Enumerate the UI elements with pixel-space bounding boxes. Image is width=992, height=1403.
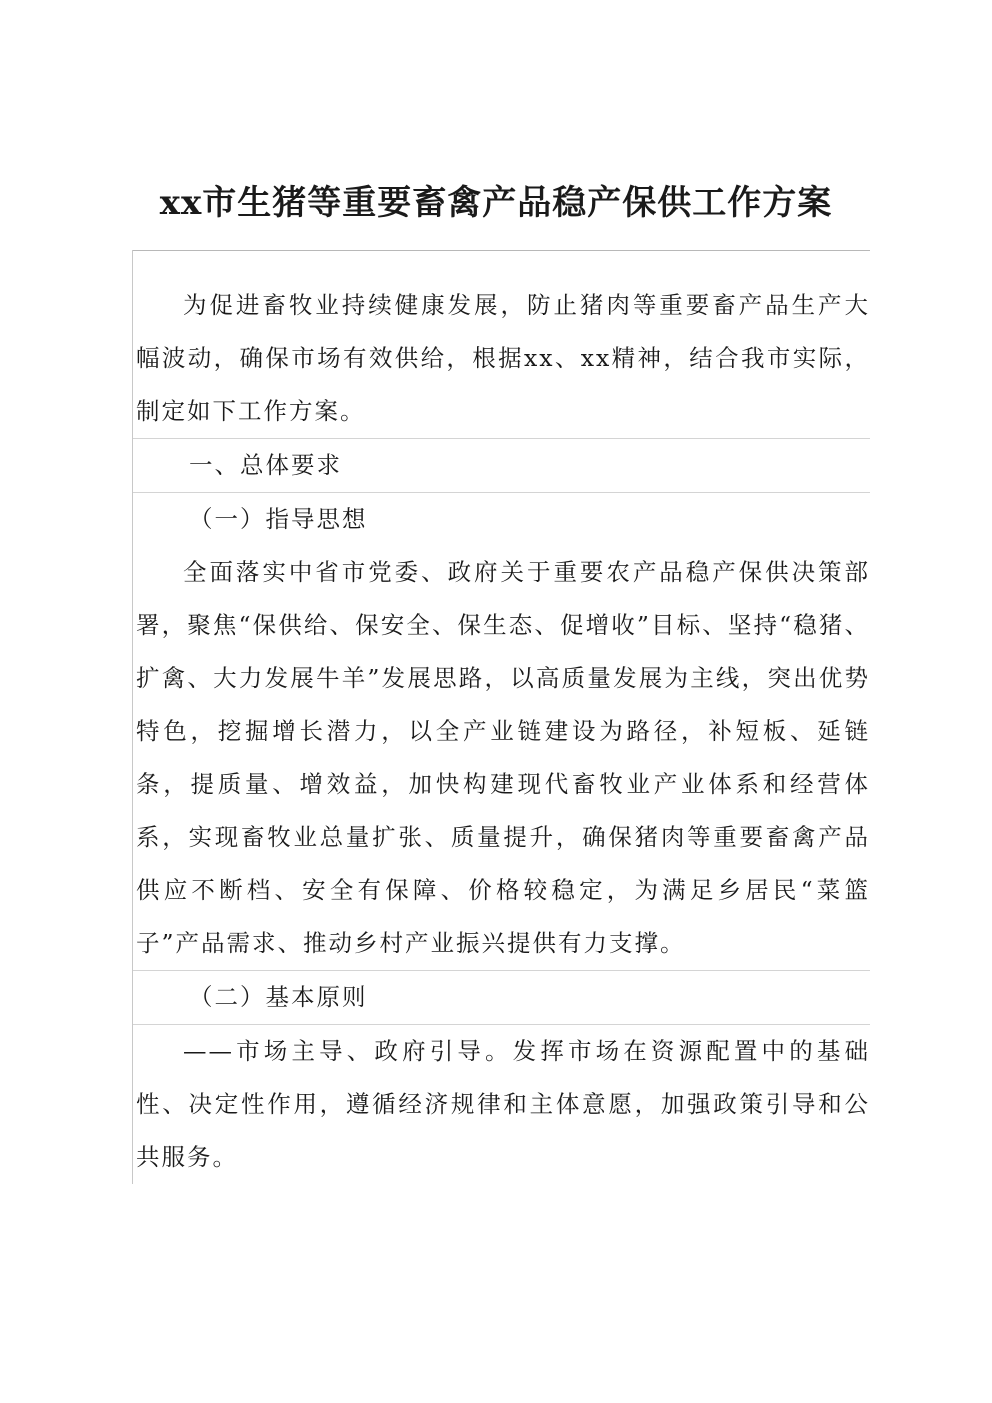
document-title: xx市生猪等重要畜禽产品稳产保供工作方案: [159, 183, 833, 223]
principle-paragraph: ——市场主导、政府引导。发挥市场在资源配置中的基础性、决定性作用，遵循经济规律和主体意愿，加强政策引导和公共服务。: [136, 1037, 870, 1171]
sub2-heading: （二）基本原则: [189, 983, 368, 1011]
intro-block: [133, 250, 870, 438]
section1-heading: 一、总体要求: [189, 451, 342, 479]
sub1-heading: （一）指导思想: [189, 505, 368, 533]
sub1-paragraph: 全面落实中省市党委、政府关于重要农产品稳产保供决策部署，聚焦“保供给、保安全、保生态、促增收”目标、坚持“稳猪、扩禽、大力发展牛羊”发展思路，以高质量发展为主线，突出优势特色，挖掘增长潜力，以全产业链建设为路径，补短板、延链条，提质量、增效益，加快构建现代畜牧业产业体系和经营体系，实现畜牧业总量扩张、质量提升，确保猪肉等重要畜禽产品供应不断档、安全有保障、价格较稳定，为满足乡居民“菜篮子”产品需求、推动乡村产业振兴提供有力支撑。: [136, 558, 870, 957]
sub1-block: [133, 492, 870, 970]
sub2-block: [133, 970, 870, 1024]
principle-block: [133, 1024, 870, 1184]
section1-block: [133, 438, 870, 492]
content-frame: [132, 250, 870, 1184]
intro-paragraph: 为促进畜牧业持续健康发展，防止猪肉等重要畜产品生产大幅波动，确保市场有效供给，根据xx、xx精神，结合我市实际，制定如下工作方案。: [136, 291, 870, 425]
